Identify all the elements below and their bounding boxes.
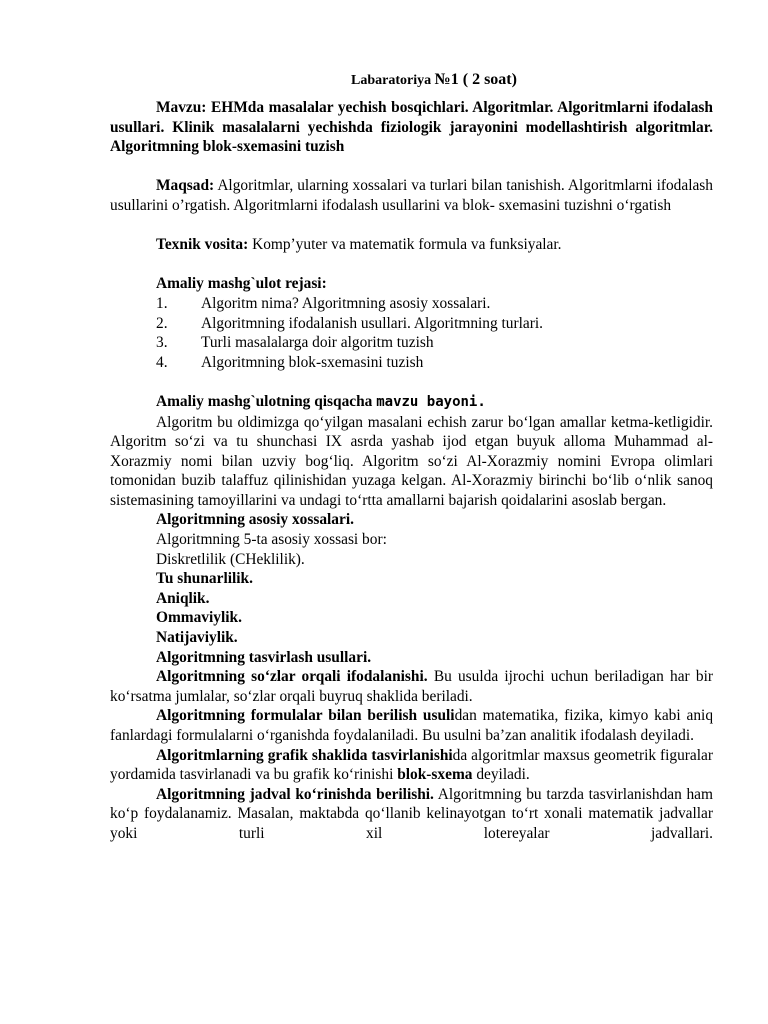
goal-paragraph — [110, 176, 713, 215]
properties-heading: Algoritmning asosiy xossalari. — [156, 511, 354, 529]
plan-item-text: Algoritmning blok-sxemasini tuzish — [201, 353, 424, 371]
summary-heading-b: mavzu bayoni. — [376, 393, 486, 410]
goal-label: Maqsad: — [156, 177, 215, 195]
tools-label: Texnik vosita: — [156, 236, 249, 254]
goal-text: Algoritmlar, ularning xossalari va turlari bilan tanishish. Algoritmlarni ifodalash usullarini o’rgatish. Algoritmlarni ifodalash usullarini va blok- sxemasini tuzishni o‘rgatish — [110, 177, 713, 214]
plan-item-text: Algoritmning ifodalanish usullari. Algoritmning turlari. — [201, 314, 543, 332]
summary-intro: Algoritm bu oldimizga qo‘yilgan masalani echish zarur bo‘lgan amallar ketma-ketligidir. Algoritm so‘zi va tu shunchasi IX asrda yashab ijod etgan buyuk alloma Muhammad al-Xorazmiy nomi bilan uzviy bog‘liq. Algoritm so‘zi Al-Xorazmiy nomini Evropa olimlari tomonidan buzib talaffuz qilinishidan yuzaga kelgan. Al-Xorazmiy birinchi bo‘lib o‘nlik sanoq sistemasining tamoyillarini va undagi to‘rtta amallarni bajarish qoidalarini asoslab bergan. — [110, 413, 713, 509]
plan-item — [110, 294, 713, 314]
plan-item — [110, 353, 713, 373]
plan-heading: Amaliy mashg`ulot rejasi: — [156, 275, 327, 293]
summary-heading-a: Amaliy mashg`ulotning qisqacha — [156, 392, 377, 410]
plan-item-number: 2. — [156, 314, 168, 332]
title-prefix: Labaratoriya — [351, 73, 435, 88]
tools-paragraph — [110, 235, 713, 255]
property-item: Aniqlik. — [156, 589, 210, 607]
topic-label: Mavzu: — [156, 99, 207, 116]
plan-item — [110, 314, 713, 334]
properties-intro: Algoritmning 5-ta asosiy xossasi bor: — [156, 531, 387, 549]
plan-item-number: 1. — [156, 294, 168, 312]
property-item: Ommaviylik. — [156, 609, 242, 627]
method-table-paragraph: Algoritmning jadval ko‘rinishda berilishi. Algoritmning bu tarzda tasvirlanishdan ham ko‘p foydalanamiz. Masalan, maktabda qo‘llanib kelinayotgan to‘rt xonali matematik jadvallar yoki turli xil lotereyalar jadvallari. — [110, 785, 713, 842]
property-item: Diskretlilik (CHeklilik). — [156, 550, 305, 568]
plan-item — [110, 333, 713, 353]
topic-text: EHMda masalalar yechish bosqichlari. Algoritmlar. Algoritmlarni ifodalash usullari. Klinik masalalarni yechishda fiziologik jarayonini modellashtirish algoritmlar. Algoritmning blok-sxemasini tuzish — [110, 99, 713, 156]
method-graphic-paragraph: Algoritmlarning grafik shaklida tasvirlanishida algoritmlar maxsus geometrik figuralar yordamida tasvirlanadi va bu grafik ko‘rinishi blok-sxema deyiladi. — [110, 746, 713, 784]
method-words-paragraph: Algoritmning so‘zlar orqali ifodalanishi. Bu usulda ijrochi uchun beriladigan har bir ko‘rsatma jumlalar, so‘zlar orqali buyruq shaklida beriladi. — [110, 668, 713, 705]
page-title — [0, 70, 768, 91]
summary-heading — [110, 392, 713, 413]
plan-item-number: 4. — [156, 353, 168, 371]
topic-paragraph — [110, 98, 713, 157]
plan-item-text: Turli masalalarga doir algoritm tuzish — [201, 334, 434, 352]
title-number: №1 ( 2 soat) — [434, 71, 517, 88]
plan-item-text: Algoritm nima? Algoritmning asosiy xossalari. — [201, 294, 491, 312]
methods-heading: Algoritmning tasvirlash usullari. — [156, 648, 372, 666]
plan-list — [110, 294, 713, 372]
document-body — [110, 98, 713, 844]
method-formula-paragraph: Algoritmning formulalar bilan berilish usulidan matematika, fizika, kimyo kabi aniq fanlardagi formulalarni o‘rganishda foydalaniladi. Bu usulni ba’zan analitik ifodalash deyiladi. — [110, 707, 714, 744]
property-item: Tu shunarlilik. — [156, 570, 253, 588]
plan-item-number: 3. — [156, 334, 168, 352]
tools-text: Komp’yuter va matematik formula va funksiyalar. — [248, 236, 562, 254]
property-item: Natijaviylik. — [156, 629, 238, 647]
